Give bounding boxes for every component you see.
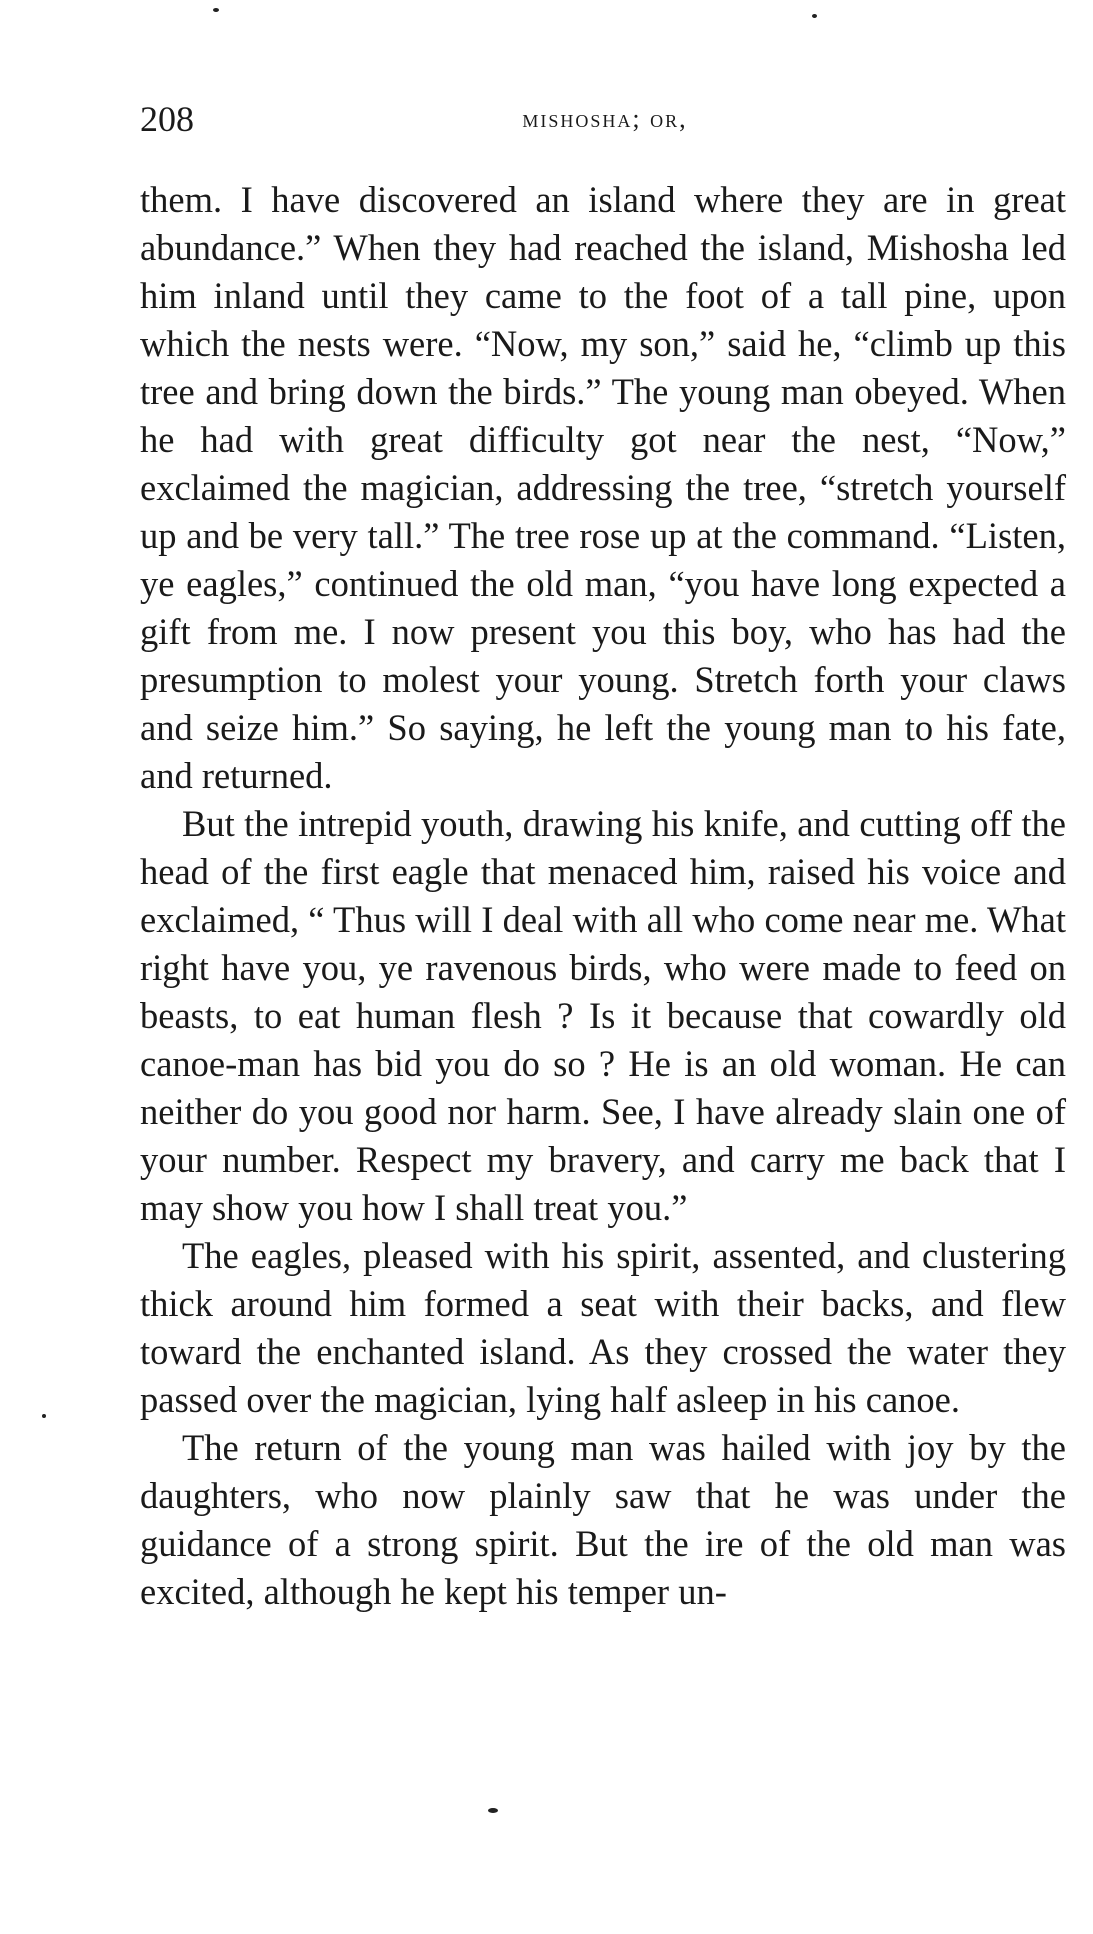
running-title: mishosha; or, [522,104,688,133]
page-number: 208 [140,99,194,139]
paragraph: The eagles, pleased with his spirit, assented, and clustering thick around him formed a seat with their backs, and flew toward the enchanted island. As they crossed the water they passed over the magician, lying half asleep in his canoe. [140,1235,1066,1420]
scan-speck [42,1414,46,1418]
scan-speck [812,14,817,18]
paragraph: But the intrepid youth, drawing his knife, and cutting off the head of the first eagle that menaced him, raised his voice and exclaimed, “ Thus will I deal with all who come near me. What right have you, ye ravenous birds, who were made to feed on beasts, to eat human flesh ? Is it because that cowardly old canoe-man has bid you do so ? He is an old woman. He can neither do you good nor harm. See, I have already slain one of your number. Respect my bravery, and carry me back that I may show you how I shall treat you.” [140,803,1066,1228]
scan-speck [488,1808,498,1813]
body-text [140,176,1066,1616]
page-header [140,98,1070,148]
paragraph: The return of the young man was hailed with joy by the daughters, who now plainly saw that he was under the guidance of a strong spirit. But the ire of the old man was excited, although he kept his temper un- [140,1427,1066,1612]
paragraph: them. I have discovered an island where they are in great abundance.” When they had reached the island, Mishosha led him inland until they came to the foot of a tall pine, upon which the nests were. “Now, my son,” said he, “climb up this tree and bring down the birds.” The young man obeyed. When he had with great difficulty got near the nest, “Now,” exclaimed the magician, addressing the tree, “stretch yourself up and be very tall.” The tree rose up at the command. “Listen, ye eagles,” continued the old man, “you have long expected a gift from me. I now present you this boy, who has had the presumption to molest your young. Stretch forth your claws and seize him.” So saying, he left the young man to his fate, and returned. [140,179,1066,796]
scan-speck [213,8,219,12]
